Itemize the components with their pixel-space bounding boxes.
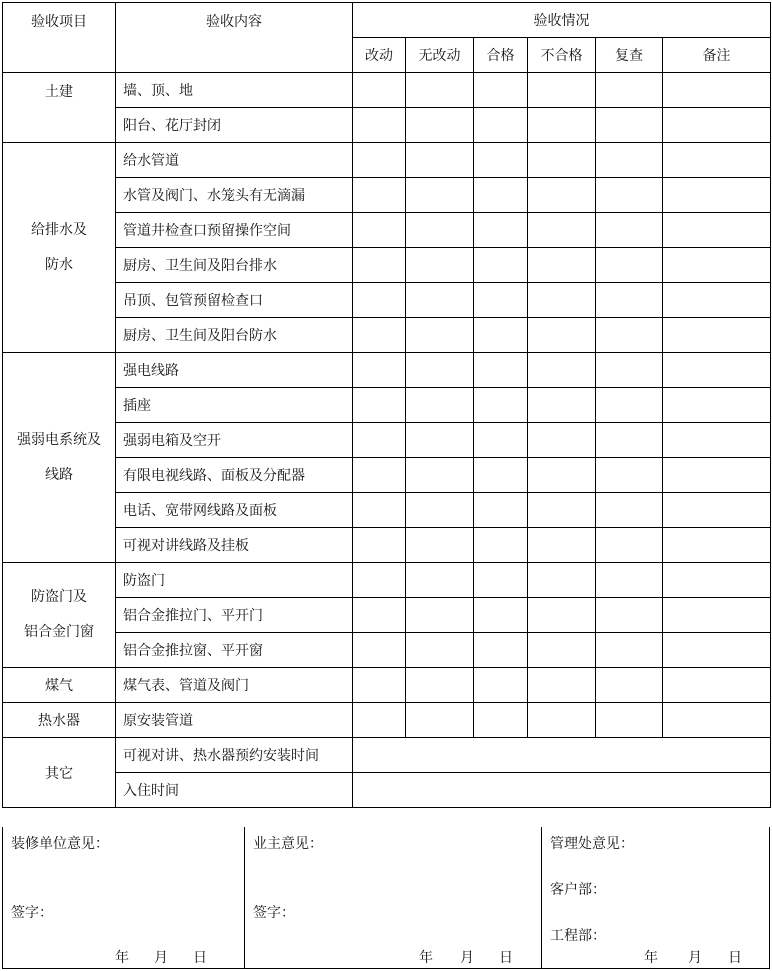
cell-fail[interactable] xyxy=(528,73,596,108)
header-pass: 合格 xyxy=(474,38,528,73)
table-row xyxy=(3,143,771,178)
cell-recheck[interactable] xyxy=(596,423,663,458)
table-row xyxy=(3,598,771,633)
cell-unchanged[interactable] xyxy=(406,458,474,493)
cell-unchanged[interactable] xyxy=(406,668,474,703)
header-recheck: 复查 xyxy=(596,38,663,73)
table-row xyxy=(3,353,771,388)
table-row xyxy=(3,73,771,108)
cell-remarks[interactable] xyxy=(663,563,771,598)
cell-pass[interactable] xyxy=(474,458,528,493)
cell-pass[interactable] xyxy=(474,668,528,703)
cell-changed[interactable] xyxy=(353,283,406,318)
cell-pass[interactable] xyxy=(474,143,528,178)
management-year-label: 年 xyxy=(644,950,658,966)
table-row xyxy=(3,458,771,493)
cell-recheck[interactable] xyxy=(596,213,663,248)
cell-unchanged[interactable] xyxy=(406,493,474,528)
cell-pass[interactable] xyxy=(474,283,528,318)
management-opinion-box[interactable] xyxy=(542,827,771,968)
category-heater: 热水器 xyxy=(3,703,116,738)
table-row xyxy=(3,633,771,668)
cell-fail[interactable] xyxy=(528,668,596,703)
cell-unchanged[interactable] xyxy=(406,178,474,213)
cell-unchanged[interactable] xyxy=(406,528,474,563)
cell-fail[interactable] xyxy=(528,423,596,458)
cell-recheck[interactable] xyxy=(596,73,663,108)
category-other: 其它 xyxy=(3,738,116,808)
cell-changed[interactable] xyxy=(353,563,406,598)
decorator-signature-label: 签字： xyxy=(11,905,53,921)
cell-remarks[interactable] xyxy=(663,703,771,738)
cell-remarks[interactable] xyxy=(663,668,771,703)
item-content: 管道井检查口预留操作空间 xyxy=(116,213,353,248)
header-fail: 不合格 xyxy=(528,38,596,73)
cell-changed[interactable] xyxy=(353,213,406,248)
cell-recheck[interactable] xyxy=(596,703,663,738)
item-content: 给水管道 xyxy=(116,143,353,178)
engineering-dept-label: 工程部： xyxy=(550,928,606,944)
category-electric-line2: 线路 xyxy=(45,466,73,483)
cell-remarks[interactable] xyxy=(663,283,771,318)
category-plumbing-line2: 防水 xyxy=(45,256,73,273)
category-doors-line2: 铝合金门窗 xyxy=(24,624,94,640)
cell-unchanged[interactable] xyxy=(406,283,474,318)
cell-fail[interactable] xyxy=(528,598,596,633)
owner-signature-label: 签字： xyxy=(253,905,295,921)
cell-fail[interactable] xyxy=(528,108,596,143)
cell-remarks[interactable] xyxy=(663,633,771,668)
cell-unchanged[interactable] xyxy=(406,598,474,633)
item-content: 防盗门 xyxy=(116,563,353,598)
item-content: 铝合金推拉门、平开门 xyxy=(116,598,353,633)
cell-recheck[interactable] xyxy=(596,668,663,703)
cell-remarks[interactable] xyxy=(663,423,771,458)
owner-year-label: 年 xyxy=(419,950,433,966)
cell-pass[interactable] xyxy=(474,248,528,283)
cell-remarks[interactable] xyxy=(663,248,771,283)
item-content: 阳台、花厅封闭 xyxy=(116,108,353,143)
cell-pass[interactable] xyxy=(474,353,528,388)
category-plumbing xyxy=(3,143,116,353)
header-status: 验收情况 xyxy=(353,3,771,38)
cell-fail[interactable] xyxy=(528,143,596,178)
cell-fail[interactable] xyxy=(528,633,596,668)
cell-changed[interactable] xyxy=(353,633,406,668)
cell-unchanged[interactable] xyxy=(406,318,474,353)
cell-fail[interactable] xyxy=(528,703,596,738)
category-plumbing-line1: 给排水及 xyxy=(31,221,87,238)
category-doors-line1: 防盗门及 xyxy=(31,589,87,605)
category-gas: 煤气 xyxy=(3,668,116,703)
table-row xyxy=(3,248,771,283)
cell-pass[interactable] xyxy=(474,633,528,668)
item-content: 铝合金推拉窗、平开窗 xyxy=(116,633,353,668)
cell-changed[interactable] xyxy=(353,458,406,493)
owner-opinion-box[interactable] xyxy=(245,827,542,968)
item-content: 可视对讲线路及挂板 xyxy=(116,528,353,563)
cell-fail[interactable] xyxy=(528,493,596,528)
decorator-opinion-label: 装修单位意见： xyxy=(11,836,109,852)
category-doors xyxy=(3,563,116,668)
cell-unchanged[interactable] xyxy=(406,73,474,108)
cell-fail[interactable] xyxy=(528,178,596,213)
cell-pass[interactable] xyxy=(474,388,528,423)
header-remarks: 备注 xyxy=(663,38,771,73)
table-row xyxy=(3,703,771,738)
table-row xyxy=(3,528,771,563)
cell-fail[interactable] xyxy=(528,563,596,598)
cell-changed[interactable] xyxy=(353,143,406,178)
acceptance-table xyxy=(2,2,771,808)
cell-remarks[interactable] xyxy=(663,143,771,178)
table-row xyxy=(3,668,771,703)
cell-remarks[interactable] xyxy=(663,353,771,388)
item-content: 水管及阀门、水笼头有无滴漏 xyxy=(116,178,353,213)
item-content: 煤气表、管道及阀门 xyxy=(116,668,353,703)
cell-pass[interactable] xyxy=(474,318,528,353)
cell-pass[interactable] xyxy=(474,178,528,213)
cell-changed[interactable] xyxy=(353,668,406,703)
item-content: 电话、宽带网线路及面板 xyxy=(116,493,353,528)
cell-unchanged[interactable] xyxy=(406,633,474,668)
owner-month-label: 月 xyxy=(460,950,474,966)
cell-changed[interactable] xyxy=(353,703,406,738)
cell-recheck[interactable] xyxy=(596,283,663,318)
cell-changed[interactable] xyxy=(353,388,406,423)
table-row xyxy=(3,738,771,773)
cell-fail[interactable] xyxy=(528,213,596,248)
cell-pass[interactable] xyxy=(474,108,528,143)
cell-remarks[interactable] xyxy=(663,213,771,248)
category-electric xyxy=(3,353,116,563)
cell-remarks[interactable] xyxy=(663,73,771,108)
cell-remarks[interactable] xyxy=(663,528,771,563)
cell-changed[interactable] xyxy=(353,353,406,388)
cell-remarks[interactable] xyxy=(663,598,771,633)
item-content: 原安装管道 xyxy=(116,703,353,738)
cell-remarks[interactable] xyxy=(663,458,771,493)
customer-dept-label: 客户部： xyxy=(550,882,606,898)
cell-recheck[interactable] xyxy=(596,178,663,213)
cell-recheck[interactable] xyxy=(596,248,663,283)
header-unchanged: 无改动 xyxy=(406,38,474,73)
item-content: 有限电视线路、面板及分配器 xyxy=(116,458,353,493)
cell-changed[interactable] xyxy=(353,108,406,143)
item-content: 吊顶、包管预留检查口 xyxy=(116,283,353,318)
cell-unchanged[interactable] xyxy=(406,213,474,248)
cell-recheck[interactable] xyxy=(596,458,663,493)
cell-pass[interactable] xyxy=(474,423,528,458)
cell-pass[interactable] xyxy=(474,598,528,633)
cell-pass[interactable] xyxy=(474,528,528,563)
cell-changed[interactable] xyxy=(353,318,406,353)
cell-fail[interactable] xyxy=(528,248,596,283)
cell-recheck[interactable] xyxy=(596,563,663,598)
cell-remarks[interactable] xyxy=(663,493,771,528)
header-content: 验收内容 xyxy=(116,3,353,73)
item-content: 厨房、卫生间及阳台防水 xyxy=(116,318,353,353)
table-row xyxy=(3,318,771,353)
item-content: 入住时间 xyxy=(116,773,353,808)
item-content: 强电线路 xyxy=(116,353,353,388)
cell-unchanged[interactable] xyxy=(406,388,474,423)
cell-changed[interactable] xyxy=(353,528,406,563)
cell-recheck[interactable] xyxy=(596,598,663,633)
management-day-label: 日 xyxy=(728,950,742,966)
item-content: 强弱电箱及空开 xyxy=(116,423,353,458)
table-row xyxy=(3,493,771,528)
cell-unchanged[interactable] xyxy=(406,703,474,738)
signoff-section xyxy=(2,827,770,969)
cell-recheck[interactable] xyxy=(596,493,663,528)
header-changed: 改动 xyxy=(353,38,406,73)
cell-pass[interactable] xyxy=(474,703,528,738)
cell-move-in-time[interactable] xyxy=(353,773,771,808)
table-row xyxy=(3,178,771,213)
cell-recheck[interactable] xyxy=(596,318,663,353)
item-content: 墙、顶、地 xyxy=(116,73,353,108)
cell-fail[interactable] xyxy=(528,388,596,423)
cell-changed[interactable] xyxy=(353,73,406,108)
management-month-label: 月 xyxy=(688,950,702,966)
cell-fail[interactable] xyxy=(528,528,596,563)
category-civil: 土建 xyxy=(3,73,116,143)
cell-unchanged[interactable] xyxy=(406,353,474,388)
owner-day-label: 日 xyxy=(499,950,513,966)
cell-changed[interactable] xyxy=(353,248,406,283)
cell-fail[interactable] xyxy=(528,283,596,318)
cell-recheck[interactable] xyxy=(596,108,663,143)
table-row xyxy=(3,423,771,458)
cell-pass[interactable] xyxy=(474,563,528,598)
cell-fail[interactable] xyxy=(528,353,596,388)
cell-fail[interactable] xyxy=(528,458,596,493)
cell-remarks[interactable] xyxy=(663,318,771,353)
cell-unchanged[interactable] xyxy=(406,248,474,283)
cell-remarks[interactable] xyxy=(663,178,771,213)
item-content: 可视对讲、热水器预约安装时间 xyxy=(116,738,353,773)
cell-recheck[interactable] xyxy=(596,388,663,423)
table-row xyxy=(3,773,771,808)
header-item: 验收项目 xyxy=(3,3,116,73)
cell-changed[interactable] xyxy=(353,423,406,458)
table-row xyxy=(3,283,771,318)
cell-unchanged[interactable] xyxy=(406,108,474,143)
cell-remarks[interactable] xyxy=(663,388,771,423)
table-row xyxy=(3,388,771,423)
decorator-day-label: 日 xyxy=(193,950,207,966)
cell-install-time[interactable] xyxy=(353,738,771,773)
cell-unchanged[interactable] xyxy=(406,143,474,178)
table-row xyxy=(3,213,771,248)
cell-pass[interactable] xyxy=(474,493,528,528)
decorator-month-label: 月 xyxy=(154,950,168,966)
item-content: 厨房、卫生间及阳台排水 xyxy=(116,248,353,283)
cell-recheck[interactable] xyxy=(596,353,663,388)
header-row xyxy=(3,3,771,38)
cell-fail[interactable] xyxy=(528,318,596,353)
table-row xyxy=(3,108,771,143)
cell-changed[interactable] xyxy=(353,178,406,213)
category-electric-line1: 强弱电系统及 xyxy=(17,431,101,448)
owner-opinion-label: 业主意见： xyxy=(253,836,323,852)
cell-unchanged[interactable] xyxy=(406,423,474,458)
cell-recheck[interactable] xyxy=(596,528,663,563)
cell-remarks[interactable] xyxy=(663,108,771,143)
cell-changed[interactable] xyxy=(353,598,406,633)
cell-recheck[interactable] xyxy=(596,143,663,178)
cell-recheck[interactable] xyxy=(596,633,663,668)
table-row xyxy=(3,563,771,598)
cell-pass[interactable] xyxy=(474,213,528,248)
item-content: 插座 xyxy=(116,388,353,423)
cell-changed[interactable] xyxy=(353,493,406,528)
cell-pass[interactable] xyxy=(474,73,528,108)
decorator-opinion-box[interactable] xyxy=(3,827,245,968)
cell-unchanged[interactable] xyxy=(406,563,474,598)
decorator-year-label: 年 xyxy=(115,950,129,966)
management-opinion-label: 管理处意见： xyxy=(550,836,634,852)
